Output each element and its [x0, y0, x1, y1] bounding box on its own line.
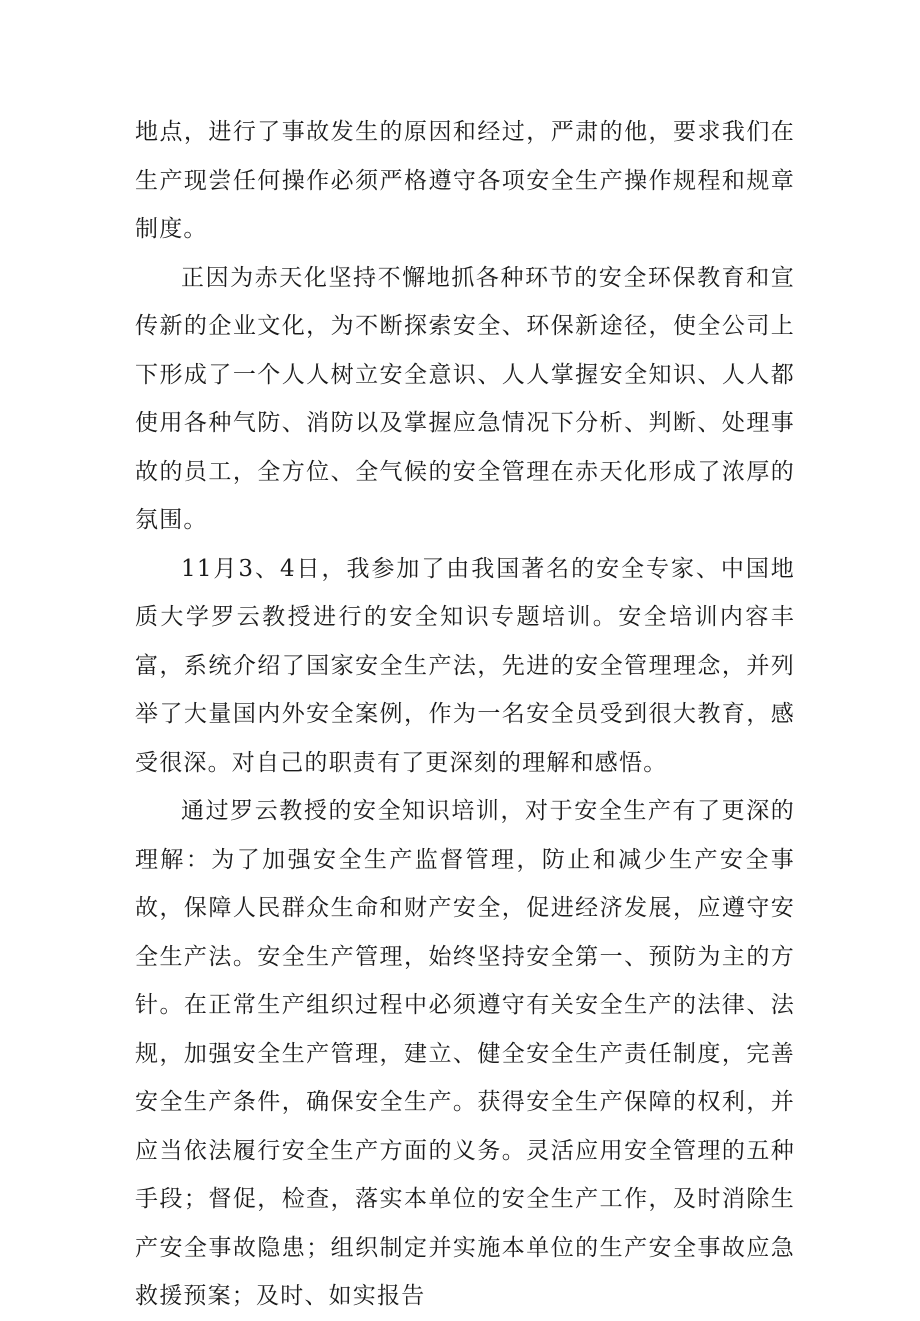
document-body [135, 108, 795, 1321]
paragraph-understanding: 通过罗云教授的安全知识培训，对于安全生产有了更深的理解：为了加强安全生产监督管理，防止和减少生产安全事故，保障人民群众生命和财产安全，促进经济发展，应遵守安全生产法。安全生产管理，始终坚持安全第一、预防为主的方针。在正常生产组织过程中必须遵守有关安全生产的法律、法规，加强安全生产管理，建立、健全安全生产责任制度，完善安全生产条件，确保安全生产。获得安全生产保障的权利，并应当依法履行安全生产方面的义务。灵活应用安全管理的五种手段；督促，检查，落实本单位的安全生产工作，及时消除生产安全事故隐患；组织制定并实施本单位的生产安全事故应急救援预案；及时、如实报告 [135, 798, 795, 1309]
paragraph-training: 11月3、4日，我参加了由我国著名的安全专家、中国地质大学罗云教授进行的安全知识专题培训。安全培训内容丰富，系统介绍了国家安全生产法，先进的安全管理理念，并列举了大量国内外安全案例，作为一名安全员受到很大教育，感受很深。对自己的职责有了更深刻的理解和感悟。 [135, 555, 795, 776]
paragraph-safety-culture: 正因为赤天化坚持不懈地抓各种环节的安全环保教育和宣传新的企业文化，为不断探索安全、环保新途径，使全公司上下形成了一个人人树立安全意识、人人掌握安全知识、人人都使用各种气防、消防以及掌握应急情况下分析、判断、处理事故的员工，全方位、全气候的安全管理在赤天化形成了浓厚的氛围。 [135, 264, 795, 533]
paragraph-continuation: 地点，进行了事故发生的原因和经过，严肃的他，要求我们在生产现尝任何操作必须严格遵守各项安全生产操作规程和规章制度。 [135, 119, 795, 242]
